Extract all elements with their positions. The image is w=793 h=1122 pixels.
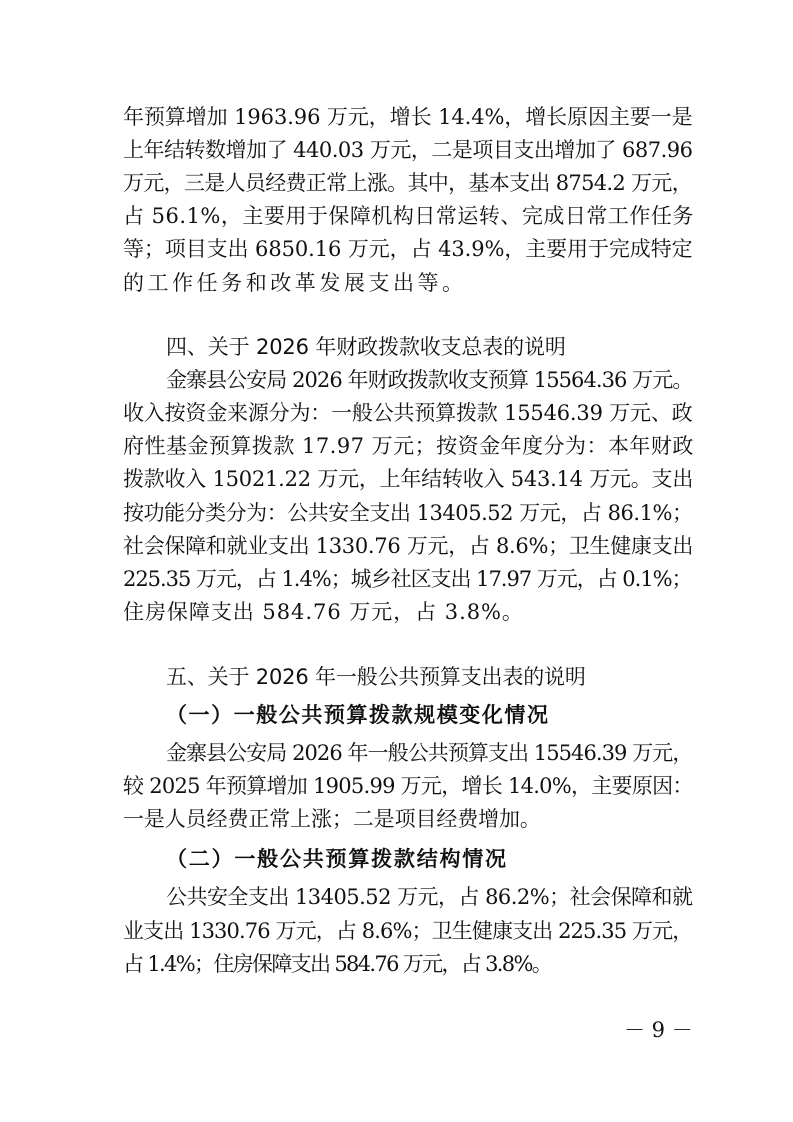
- paragraph-line: 社会保障和就业支出 1330.76 万元，占 8.6%；卫生健康支出: [123, 534, 694, 558]
- paragraph-line: 住房保障支出 584.76 万元，占 3.8%。: [123, 600, 524, 624]
- subsection-heading: （二）一般公共预算拨款结构情况: [166, 846, 508, 871]
- paragraph-line: 等；项目支出 6850.16 万元，占 43.9%，主要用于完成特定: [123, 237, 693, 261]
- page-number: － 9 －: [624, 1018, 693, 1042]
- paragraph-line: 一是人员经费正常上涨；二是项目经费增加。: [123, 807, 541, 831]
- paragraph-line: 225.35 万元，占 1.4%；城乡社区支出 17.97 万元，占 0.1%；: [123, 567, 692, 591]
- paragraph-line: 的工作任务和改革发展支出等。: [123, 271, 467, 295]
- paragraph-line: 府性基金预算拨款 17.97 万元；按资金年度分为：本年财政: [123, 434, 694, 458]
- paragraph-line: 拨款收入 15021.22 万元，上年结转收入 543.14 万元。支出: [123, 467, 694, 491]
- paragraph-line: 金寨县公安局 2026 年财政拨款收支预算 15564.36 万元。: [166, 368, 693, 392]
- section-heading: 四、关于 2026 年财政拨款收支总表的说明: [166, 335, 566, 359]
- paragraph-line: 占 56.1%，主要用于保障机构日常运转、完成日常工作任务: [123, 204, 694, 228]
- paragraph-line: 业支出 1330.76 万元，占 8.6%；卫生健康支出 225.35 万元，: [123, 919, 693, 943]
- section-heading: 五、关于 2026 年一般公共预算支出表的说明: [166, 665, 586, 689]
- paragraph-line: 按功能分类分为：公共安全支出 13405.52 万元，占 86.1%；: [123, 501, 693, 525]
- subsection-heading: （一）一般公共预算拨款规模变化情况: [166, 702, 550, 727]
- paragraph-line: 较 2025 年预算增加 1905.99 万元，增长 14.0%，主要原因：: [123, 774, 693, 798]
- paragraph-line: 占 1.4%；住房保障支出 584.76 万元，占 3.8%。: [123, 952, 552, 976]
- paragraph-line: 年预算增加 1963.96 万元，增长 14.4%，增长原因主要一是: [123, 105, 693, 129]
- paragraph-line: 公共安全支出 13405.52 万元，占 86.2%；社会保障和就: [166, 885, 693, 909]
- paragraph-line: 收入按资金来源分为：一般公共预算拨款 15546.39 万元、政: [123, 401, 693, 425]
- paragraph-line: 万元，三是人员经费正常上涨。其中，基本支出 8754.2 万元，: [123, 171, 693, 195]
- paragraph-line: 上年结转数增加了 440.03 万元，二是项目支出增加了 687.96: [123, 138, 693, 162]
- paragraph-line: 金寨县公安局 2026 年一般公共预算支出 15546.39 万元，: [166, 741, 693, 765]
